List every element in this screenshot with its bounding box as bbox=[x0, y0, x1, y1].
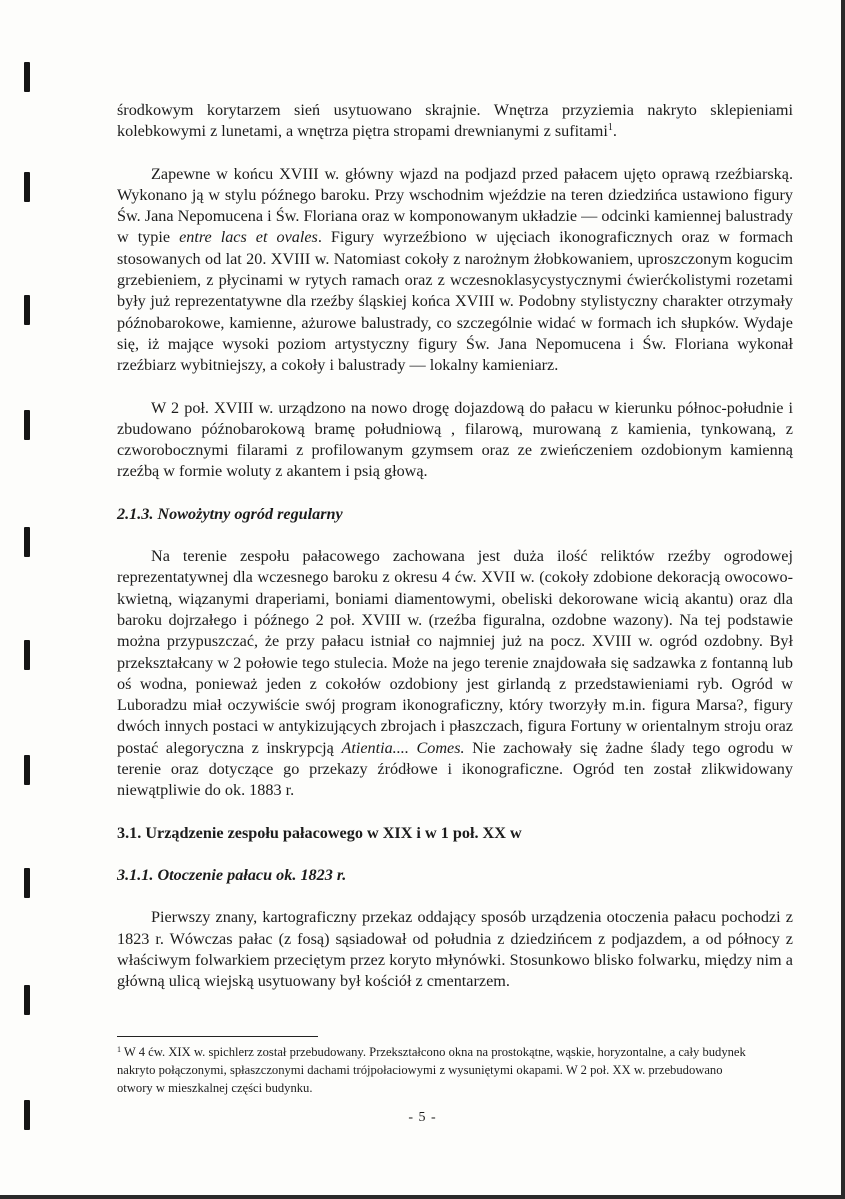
paragraph-text: . Figury wyrzeźbiono w ujęciach ikonograficznych oraz w formach stosowanych od lat 20. XVIII w. Natomiast cokoły z narożnym żłobkowaniem, uproszczonym kogucim grzebieniem, z płycinami w rytych ramach oraz z wczesnoklasycystycznymi ćwierćkolistymi rozetami były już reprezentatywne dla rzeźby śląskiej końca XVIII w. Podobny stylistyczny charakter otrzymały późnobarokowe, kamienne, ażurowe balustrady, co szczególnie widać w formach ich słupków. Wydaje się, iż mające wysoki poziom artystyczny figury Św. Jana Nepomucena i Św. Floriana wykonał rzeźbiarz wybitniejszy, a cokoły i balustrady — lokalny kamieniarz. bbox=[117, 228, 794, 375]
paragraph: Pierwszy znany, kartograficzny przekaz oddający sposób urządzenia otoczenia pałacu pochodzi z 1823 r. Wówczas pałac (z fosą) sąsiadował od południa z dziedzińcem z podjazdem, a od północy z właściwym folwarkiem przeciętym przez koryto młynówki. Stosunkowo blisko folwarku, między nim a główną ulicą wiejską usytuowany był kościół z cmentarzem. bbox=[117, 908, 793, 991]
section-heading-3-1: 3.1. Urządzenie zespołu pałacowego w XIX i w 1 poł. XX w bbox=[117, 823, 522, 842]
document-body bbox=[117, 100, 793, 992]
section-heading-3-1-1: 3.1.1. Otoczenie pałacu ok. 1823 r. bbox=[117, 865, 347, 884]
binding-hole-mark bbox=[24, 527, 30, 557]
page-number: - 5 - bbox=[408, 1110, 437, 1125]
italic-term: entre lacs et ovales bbox=[179, 228, 318, 247]
binding-hole-mark bbox=[24, 755, 30, 785]
footnote-separator bbox=[117, 1036, 318, 1037]
binding-hole-mark bbox=[24, 410, 30, 440]
binding-hole-mark bbox=[24, 640, 30, 670]
binding-hole-mark bbox=[24, 295, 30, 325]
paragraph-text: Nie zachowały się żadne ślady tego ogrodu w terenie oraz dotyczące go przekazy źródłowe i ikonograficzne. Ogród ten został zlikwidowany niewątpliwie do ok. 1883 r. bbox=[117, 738, 793, 800]
binding-hole-mark bbox=[24, 868, 30, 898]
section-heading-2-1-3: 2.1.3. Nowożytny ogród regularny bbox=[117, 504, 343, 523]
footnote-reference[interactable]: 1 bbox=[607, 122, 613, 134]
paragraph bbox=[117, 546, 793, 802]
paragraph bbox=[117, 100, 793, 143]
paragraph bbox=[117, 164, 793, 377]
paragraph-text: . bbox=[612, 122, 617, 141]
footnote-marker: 1 bbox=[117, 1045, 121, 1054]
paragraph-text: Na terenie zespołu pałacowego zachowana jest duża ilość reliktów rzeźby ogrodowej reprezentatywnej dla wczesnego baroku z okresu 4 ćw. XVII w. (cokoły zdobione dekoracją owocowo-kwietną, wiązanymi draperiami, boniami diamentowymi, obeliski dekorowane wicią akantu) oraz dla baroku dojrzałego i późnego 2 poł. XVIII w. (rzeźba figuralna, ozdobne wazony). Na tej podstawie można przypuszczać, że przy pałacu istniał co najmniej już na pocz. XVIII w. ogród ozdobny. Był przekształcany w 2 połowie tego stulecia. Może na jego terenie znajdowała się sadzawka z fontanną lub oś wodna, ponieważ jeden z cokołów ozdobiony jest girlandą z przedstawieniami ryb. Ogród w Luboradzu miał oczywiście swój program ikonograficzny, który tworzyły m.in. figura Marsa?, figury dwóch innych postaci w antykizujących zbrojach i płaszczach, figura Fortuny w orientalnym stroju oraz postać alegoryczna z inskrypcją bbox=[117, 547, 793, 757]
paragraph: W 2 poł. XVIII w. urządzono na nowo drogę dojazdową do pałacu w kierunku północ-południe i zbudowano późnobarokową bramę południową , filarową, murowaną z kamienia, tynkowaną, z czworobocznymi filarami z profilowanym gzymsem oraz ze zwieńczeniem ozdobionym kamienną rzeźbą w formie woluty z akantem i psią głową. bbox=[117, 398, 793, 481]
paragraph-text: Zapewne w końcu XVIII w. główny wjazd na podjazd przed pałacem ujęto oprawą rzeźbiarską. Wykonano ją w stylu późnego baroku. Przy wschodnim wjeździe na teren dziedzińca ustawiono figury Św. Jana Nepomucena i Św. Floriana oraz w komponowanym układzie — odcinki kamiennej balustrady w typie bbox=[117, 164, 793, 247]
binding-hole-mark bbox=[24, 172, 30, 202]
italic-inscription: Atientia.... Comes. bbox=[341, 738, 465, 757]
footnote-text: W 4 ćw. XIX w. spichlerz został przebudowany. Przekształcono okna na prostokątne, wąskie, horyzontalne, a cały budynek nakryto połączonymi, spłaszczonymi dachami trójpołaciowymi z wysuniętymi okapami. W 2 poł. XX w. przebudowano otwory w mieszkalnej części budynku. bbox=[117, 1045, 746, 1095]
footnote bbox=[117, 1043, 747, 1097]
paragraph-text: środkowym korytarzem sień usytuowano skrajnie. Wnętrza przyziemia nakryto sklepieniami kolebkowymi z lunetami, a wnętrza piętra stropami drewnianymi z sufitami bbox=[117, 101, 793, 141]
binding-hole-mark bbox=[24, 985, 30, 1015]
binding-hole-mark bbox=[24, 62, 30, 92]
